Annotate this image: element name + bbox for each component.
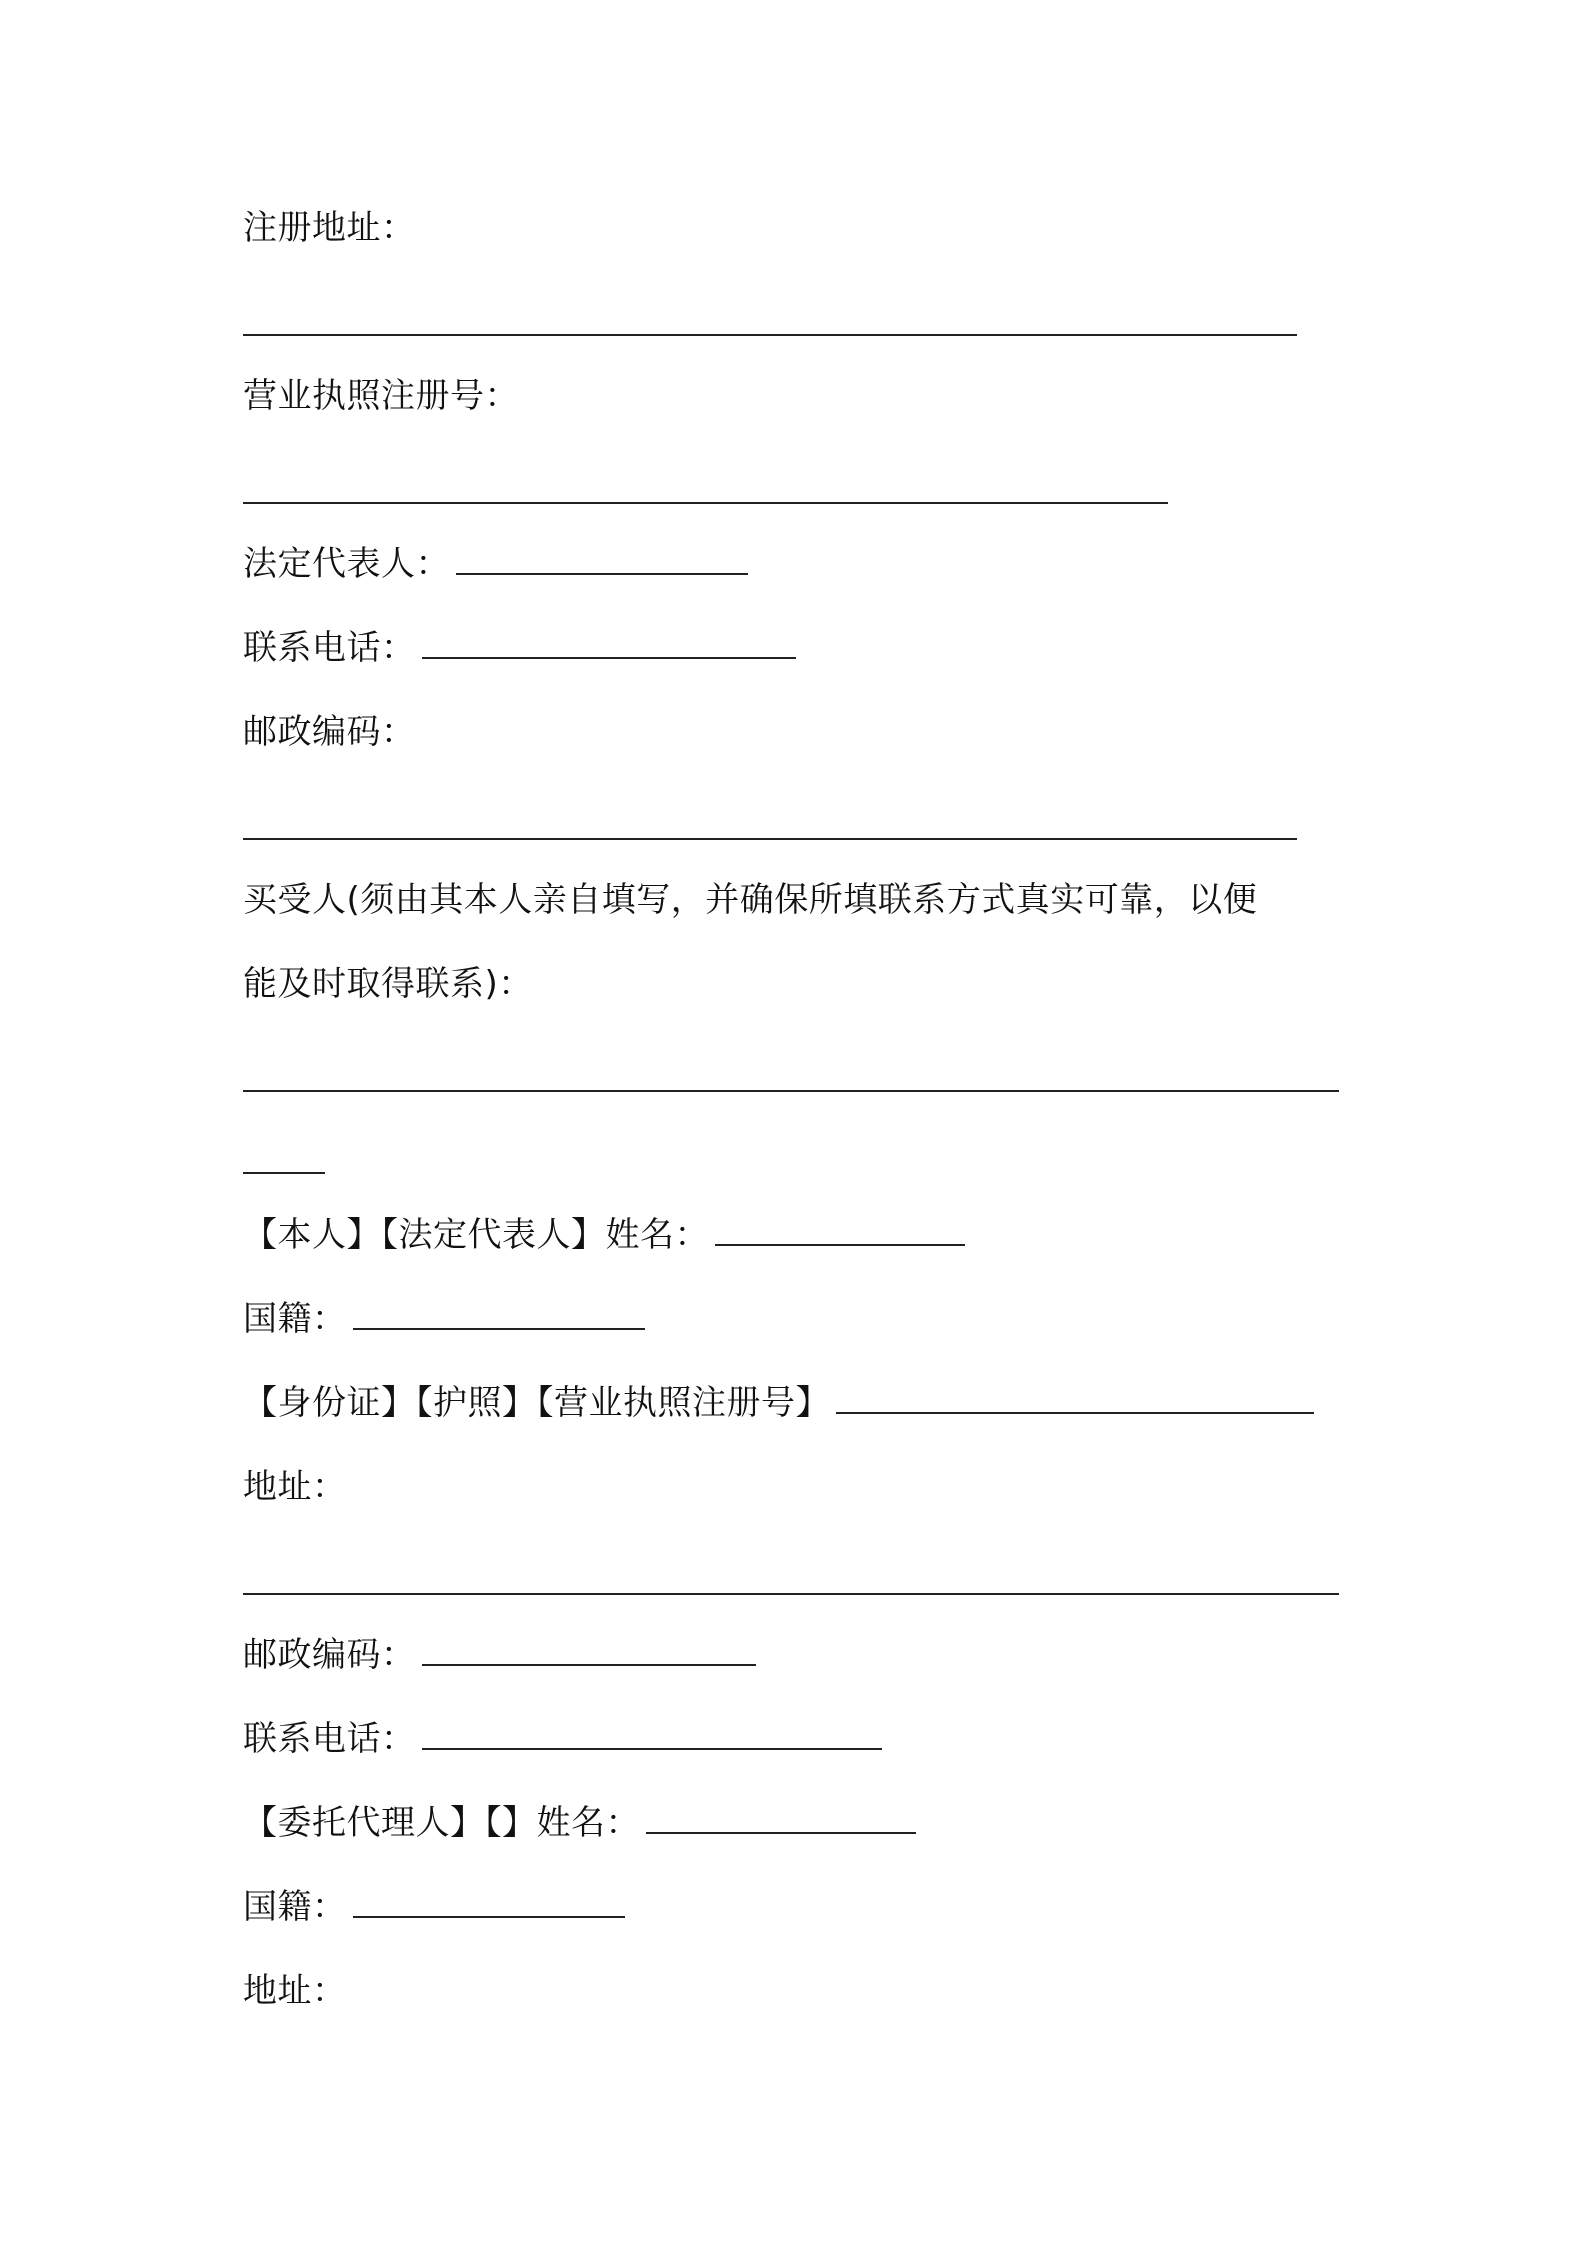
nationality-blank-1[interactable] — [353, 1294, 645, 1330]
id-number-blank[interactable] — [836, 1378, 1314, 1414]
registered-address-blank[interactable] — [243, 334, 1297, 336]
transferee-line-1: 买受人(须由其本人亲自填写，并确保所填联系方式真实可靠，以便 — [243, 880, 1258, 920]
postal-code-row-2 — [243, 1627, 756, 1683]
postal-code-blank-2[interactable] — [422, 1630, 756, 1666]
legal-rep-row — [243, 536, 748, 592]
phone-row-2 — [243, 1711, 882, 1767]
address-blank-1[interactable] — [243, 1593, 1339, 1595]
address-label-2: 地址： — [243, 1971, 347, 2011]
agent-name-row — [243, 1795, 916, 1851]
phone-label-1: 联系电话： — [243, 628, 416, 668]
id-type-label: 【身份证】【护照】【营业执照注册号】 — [243, 1383, 830, 1423]
transferee-blank-b[interactable] — [243, 1172, 325, 1174]
self-name-row — [243, 1207, 965, 1263]
address-label-1: 地址： — [243, 1467, 347, 1507]
phone-blank-2[interactable] — [422, 1714, 882, 1750]
self-name-label: 【本人】【法定代表人】姓名： — [243, 1215, 709, 1255]
transferee-blank-a[interactable] — [243, 1090, 1339, 1092]
nationality-blank-2[interactable] — [353, 1882, 625, 1918]
registered-address-label: 注册地址： — [243, 208, 416, 248]
business-license-blank[interactable] — [243, 502, 1168, 504]
id-type-row — [243, 1375, 1314, 1431]
agent-name-label: 【委托代理人】【】姓名： — [243, 1803, 640, 1843]
postal-code-label-1: 邮政编码： — [243, 712, 416, 752]
phone-label-2: 联系电话： — [243, 1719, 416, 1759]
phone-blank-1[interactable] — [422, 623, 796, 659]
nationality-label-2: 国籍： — [243, 1887, 347, 1927]
transferee-line-2: 能及时取得联系)： — [243, 964, 533, 1004]
postal-code-blank-1[interactable] — [243, 838, 1297, 840]
legal-rep-blank[interactable] — [456, 539, 748, 575]
business-license-label: 营业执照注册号： — [243, 376, 519, 416]
postal-code-label-2: 邮政编码： — [243, 1635, 416, 1675]
nationality-row-1 — [243, 1291, 645, 1347]
self-name-blank[interactable] — [715, 1210, 965, 1246]
nationality-label-1: 国籍： — [243, 1299, 347, 1339]
legal-rep-label: 法定代表人： — [243, 544, 450, 584]
phone-row-1 — [243, 620, 796, 676]
agent-name-blank[interactable] — [646, 1798, 916, 1834]
nationality-row-2 — [243, 1879, 625, 1935]
